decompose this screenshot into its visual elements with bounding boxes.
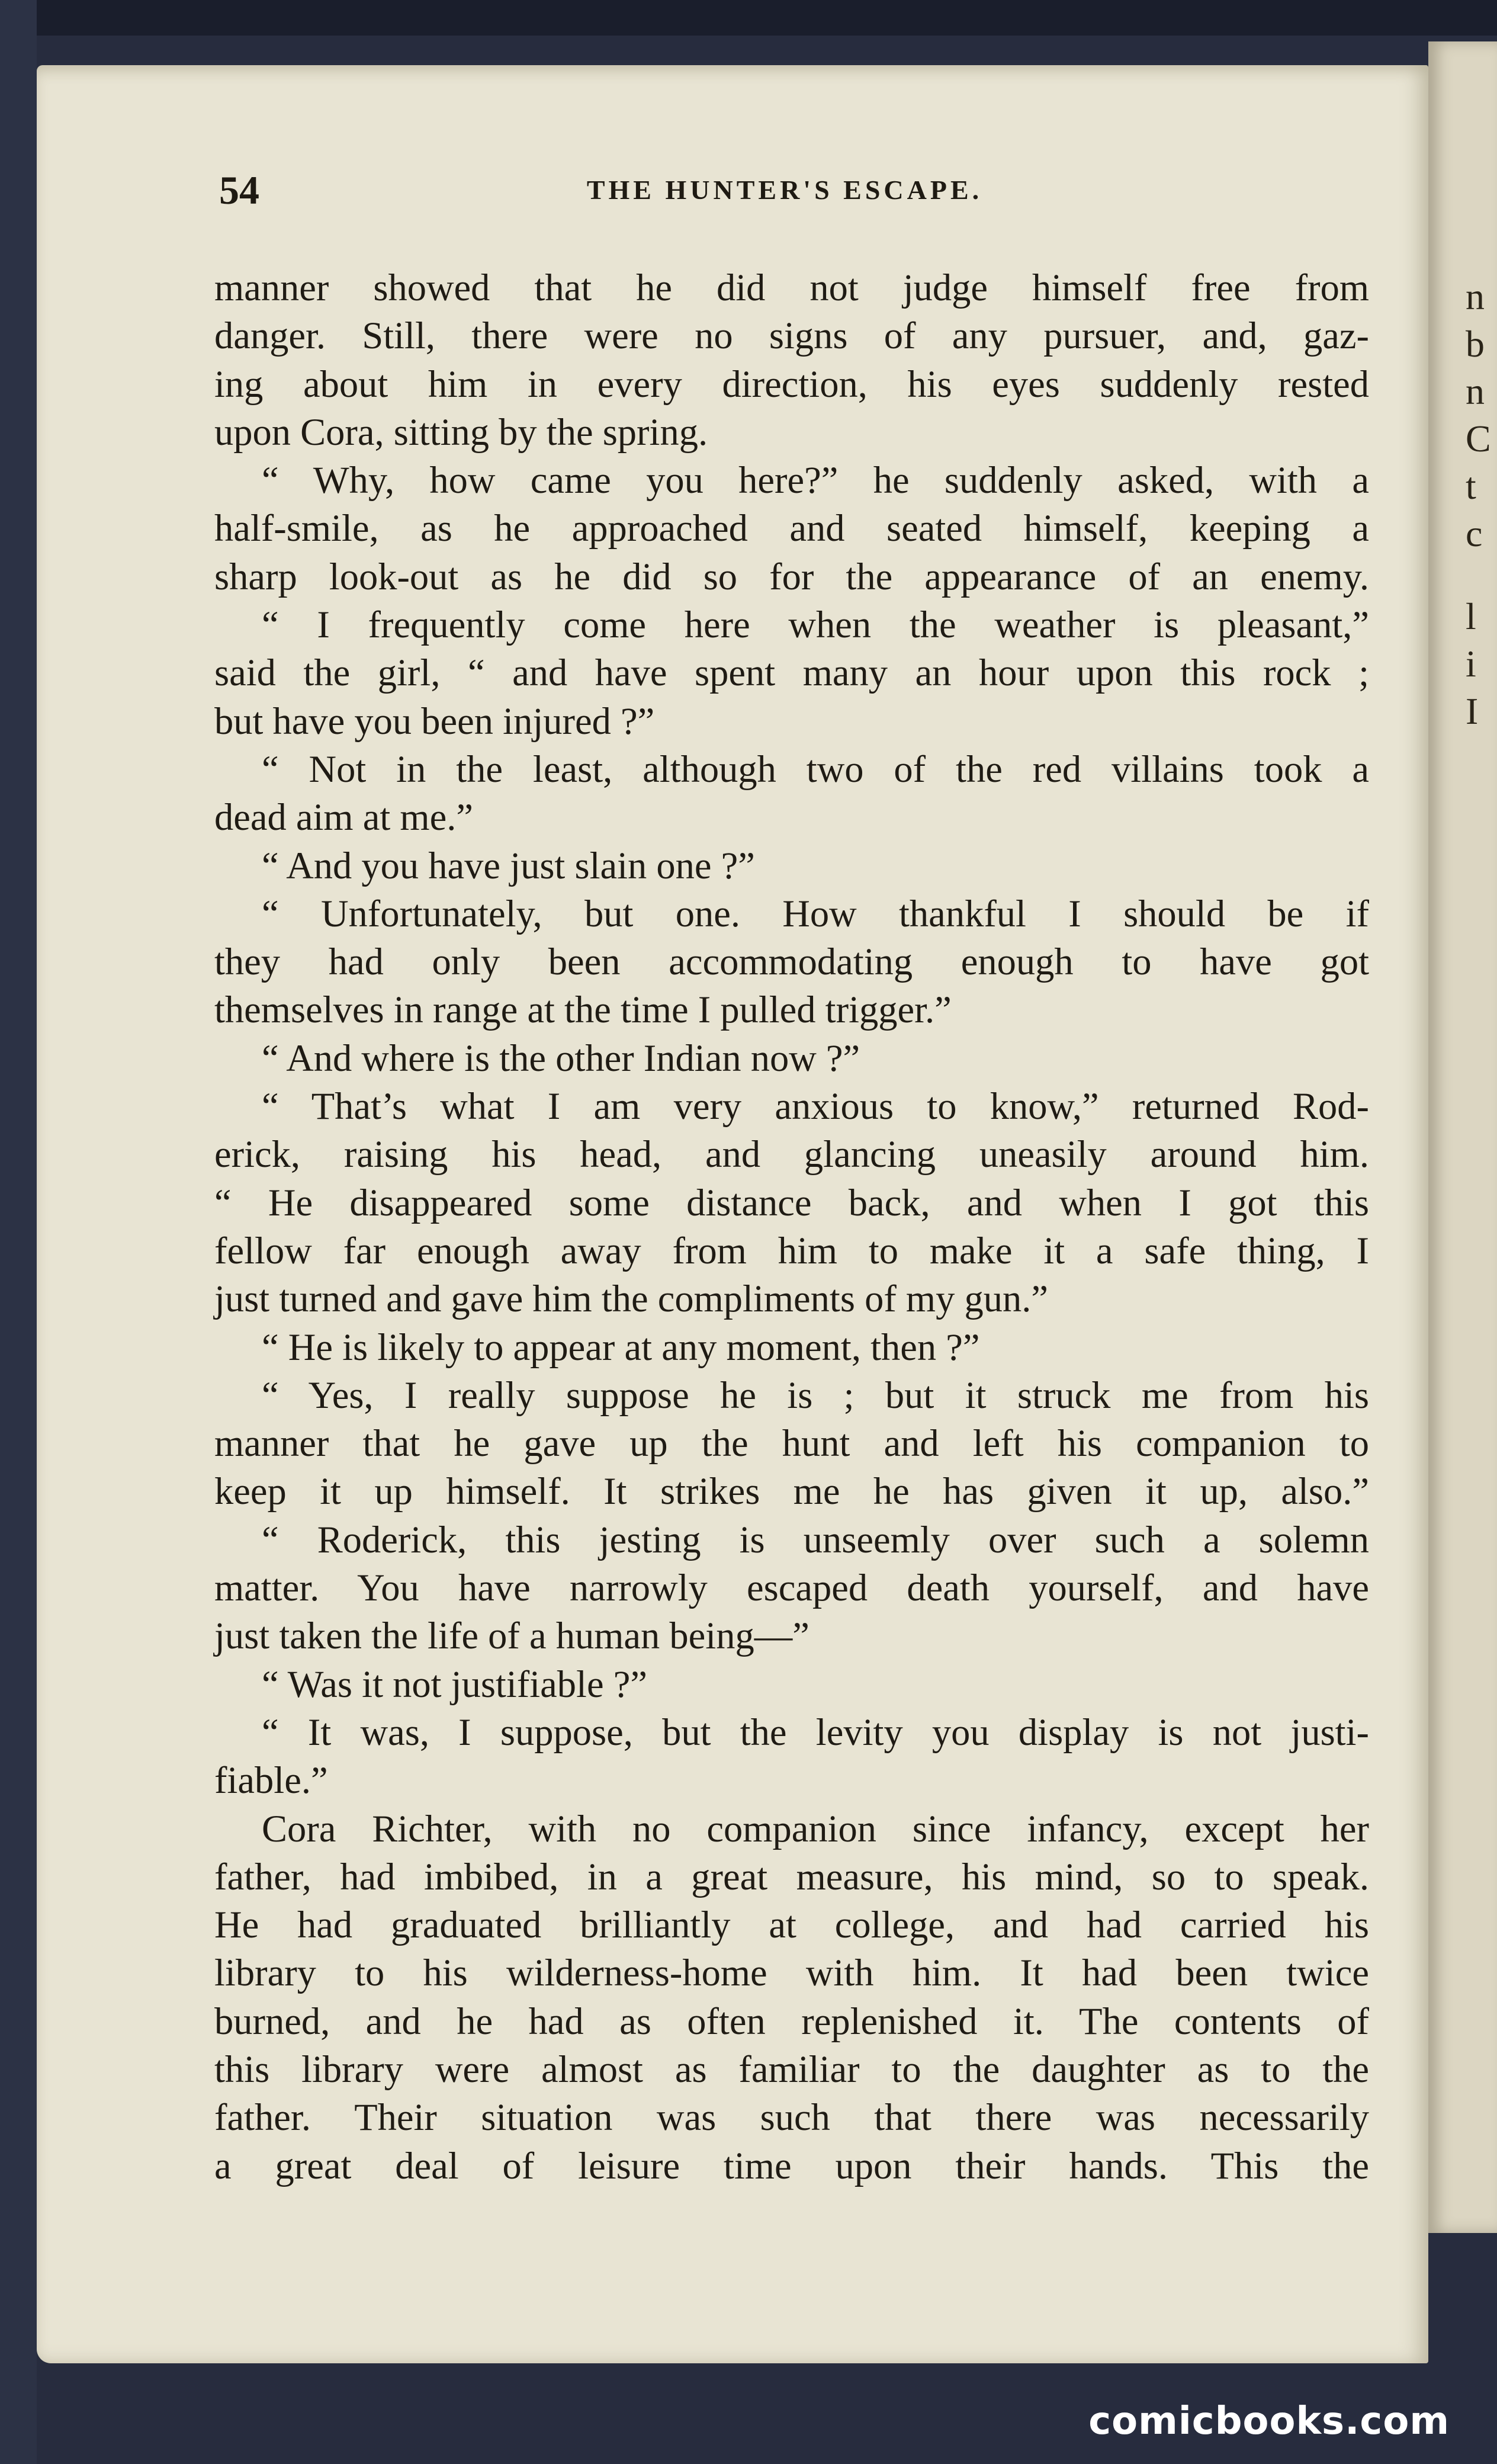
text-line: “ Roderick, this jesting is unseemly over such a solemn bbox=[262, 1518, 1369, 1561]
text-line: erick, raising his head, and glancing uneasily around him. bbox=[214, 1133, 1369, 1176]
text-line: “ It was, I suppose, but the levity you display is not justi- bbox=[262, 1711, 1369, 1753]
text-line: fellow far enough away from him to make it a safe thing, I bbox=[214, 1229, 1369, 1272]
book-top-edge bbox=[0, 0, 1497, 36]
text-line: but have you been injured ?” bbox=[214, 700, 655, 742]
facing-page-letter: t bbox=[1466, 465, 1476, 507]
text-line: father, had imbibed, in a great measure, his mind, so to speak. bbox=[214, 1855, 1369, 1898]
text-line: Cora Richter, with no companion since infancy, except her bbox=[262, 1807, 1369, 1850]
book-cover-edge bbox=[0, 0, 37, 2464]
text-line: dead aim at me.” bbox=[214, 796, 473, 839]
text-line: upon Cora, sitting by the spring. bbox=[214, 410, 708, 453]
text-line: father. Their situation was such that there was necessarily bbox=[214, 2096, 1369, 2139]
site-watermark: comicbooks.com bbox=[1088, 2399, 1450, 2443]
text-line: “ Not in the least, although two of the red villains took a bbox=[262, 747, 1369, 790]
text-line: danger. Still, there were no signs of any pursuer, and, gaz- bbox=[214, 315, 1369, 357]
text-line: “ And where is the other Indian now ?” bbox=[262, 1037, 860, 1079]
running-title: THE HUNTER'S ESCAPE. bbox=[586, 175, 983, 205]
body-text bbox=[214, 264, 1369, 2190]
text-line: matter. You have narrowly escaped death yourself, and have bbox=[214, 1567, 1369, 1609]
text-line: fiable.” bbox=[214, 1759, 328, 1802]
facing-page-letter: c bbox=[1466, 512, 1483, 554]
text-line: “ He disappeared some distance back, and when I got this bbox=[214, 1181, 1369, 1224]
facing-page-edge bbox=[1428, 41, 1497, 2233]
text-line: manner showed that he did not judge himself free from bbox=[214, 267, 1369, 309]
text-line: “ Why, how came you here?” he suddenly asked, with a bbox=[262, 459, 1369, 502]
page-header bbox=[178, 167, 1392, 232]
text-line: they had only been accommodating enough to have got bbox=[214, 941, 1369, 983]
page-number: 54 bbox=[219, 168, 259, 213]
facing-page-letter: I bbox=[1466, 690, 1479, 732]
text-line: burned, and he had as often replenished it. The contents of bbox=[214, 2000, 1369, 2042]
facing-page-letter: i bbox=[1466, 643, 1476, 685]
facing-page-letter: b bbox=[1466, 323, 1485, 365]
text-line: library to his wilderness-home with him. It had been twice bbox=[214, 1952, 1369, 1994]
facing-page-letter: n bbox=[1466, 275, 1485, 317]
facing-page-letter: n bbox=[1466, 370, 1485, 412]
facing-page-letter: C bbox=[1466, 418, 1491, 460]
text-line: “ That’s what I am very anxious to know,” returned Rod- bbox=[262, 1085, 1369, 1128]
text-line: manner that he gave up the hunt and left his companion to bbox=[214, 1422, 1369, 1465]
text-line: “ He is likely to appear at any moment, then ?” bbox=[262, 1326, 980, 1368]
text-line: just taken the life of a human being—” bbox=[214, 1615, 809, 1657]
facing-page-letter: l bbox=[1466, 595, 1476, 637]
text-line: “ Unfortunately, but one. How thankful I should be if bbox=[262, 892, 1369, 935]
text-line: a great deal of leisure time upon their hands. This the bbox=[214, 2144, 1369, 2187]
text-line: said the girl, “ and have spent many an hour upon this rock ; bbox=[214, 652, 1369, 694]
text-line: sharp look-out as he did so for the appearance of an enemy. bbox=[214, 555, 1369, 598]
text-line: “ Was it not justifiable ?” bbox=[262, 1663, 647, 1705]
text-line: half-smile, as he approached and seated himself, keeping a bbox=[214, 507, 1369, 550]
text-line: just turned and gave him the compliments of my gun.” bbox=[214, 1278, 1048, 1320]
text-line: keep it up himself. It strikes me he has given it up, also.” bbox=[214, 1470, 1369, 1513]
text-line: themselves in range at the time I pulled trigger.” bbox=[214, 989, 952, 1031]
text-line: “ Yes, I really suppose he is ; but it struck me from his bbox=[262, 1374, 1369, 1416]
text-line: “ I frequently come here when the weather is pleasant,” bbox=[262, 604, 1369, 646]
text-line: “ And you have just slain one ?” bbox=[262, 844, 755, 887]
text-line: this library were almost as familiar to the daughter as to the bbox=[214, 2048, 1369, 2090]
text-line: ing about him in every direction, his eyes suddenly rested bbox=[214, 362, 1369, 405]
text-line: He had graduated brilliantly at college, and had carried his bbox=[214, 1904, 1369, 1946]
